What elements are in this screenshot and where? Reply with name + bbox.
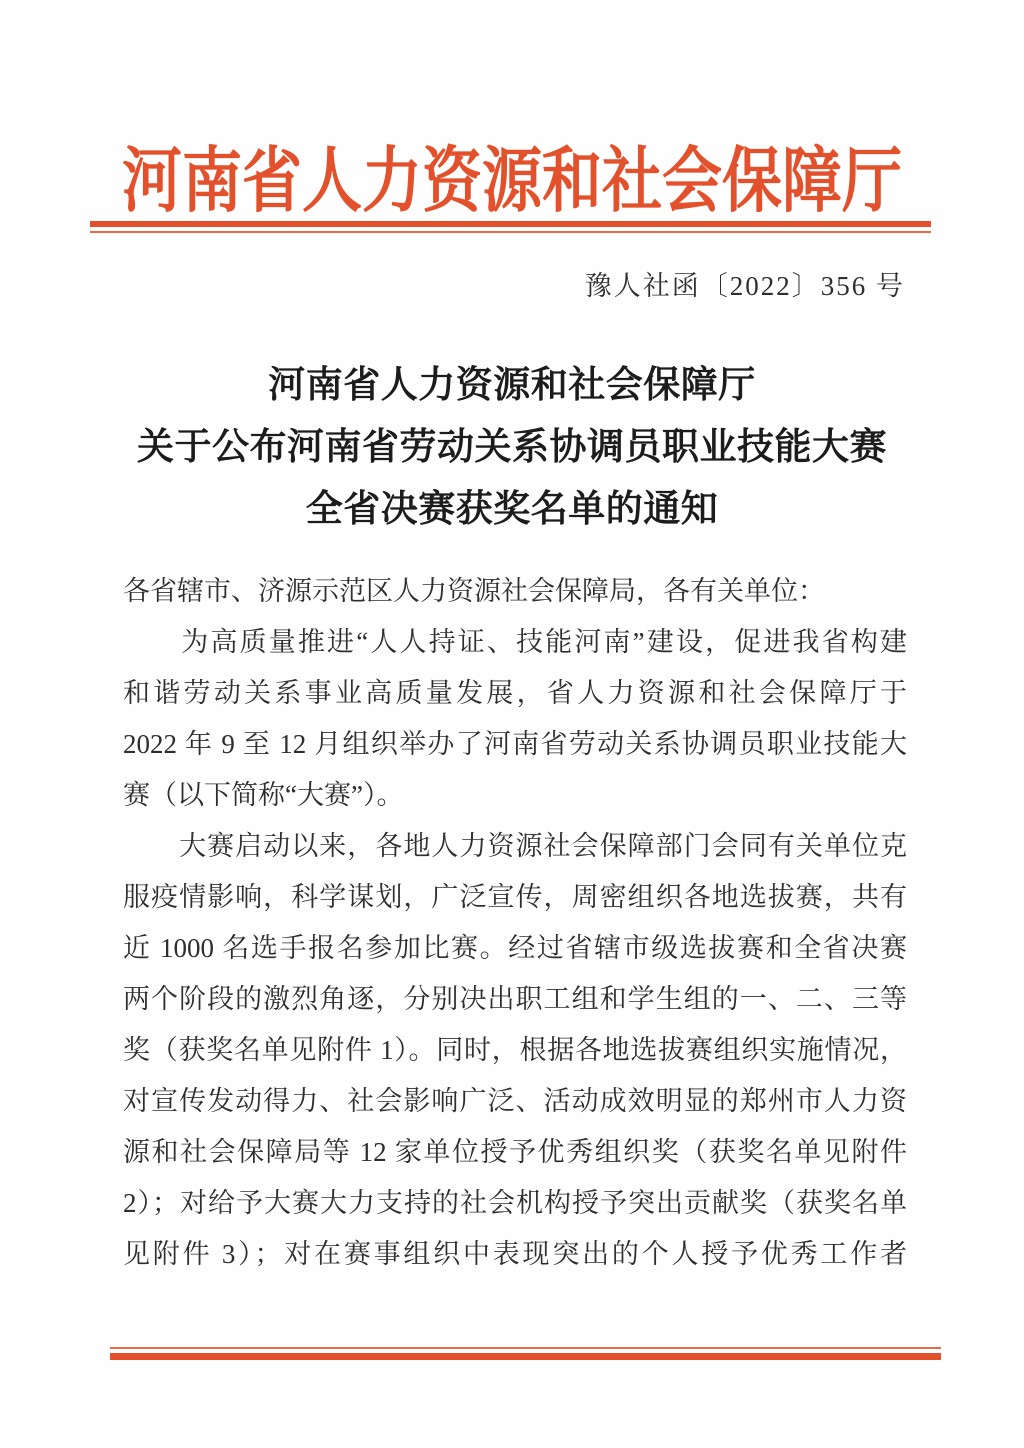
header-divider-thick xyxy=(90,221,931,227)
body-line: 2022 年 9 至 12 月组织举办了河南省劳动关系协调员职业技能大 xyxy=(123,729,907,759)
agency-masthead: 河南省人力资源和社会保障厅 xyxy=(122,142,902,221)
body-line: 近 1000 名选手报名参加比赛。经过省辖市级选拔赛和全省决赛 xyxy=(123,933,907,963)
document-body xyxy=(123,566,907,1280)
body-line: 奖（获奖名单见附件 1）。同时，根据各地选拔赛组织实施情况， xyxy=(123,1035,907,1065)
body-line-salutation: 各省辖市、济源示范区人力资源社会保障局，各有关单位： xyxy=(123,576,825,606)
doc-number: 豫人社函〔2022〕356 号 xyxy=(584,271,905,301)
body-line: 2）；对给予大赛大力支持的社会机构授予突出贡献奖（获奖名单 xyxy=(123,1188,907,1218)
body-line: 赛（以下简称“大赛”）。 xyxy=(123,780,404,810)
body-line: 大赛启动以来，各地人力资源社会保障部门会同有关单位克 xyxy=(123,831,907,861)
footer-divider-thin xyxy=(110,1347,941,1349)
body-line: 两个阶段的激烈角逐，分别决出职工组和学生组的一、二、三等 xyxy=(123,984,907,1014)
title-line: 河南省人力资源和社会保障厅 xyxy=(268,365,756,406)
body-line: 为高质量推进“人人持证、技能河南”建设，促进我省构建 xyxy=(123,627,907,657)
title-line: 关于公布河南省劳动关系协调员职业技能大赛 xyxy=(137,427,887,468)
document-title xyxy=(0,355,1024,541)
header-divider-thin xyxy=(90,231,931,233)
footer-divider-thick xyxy=(110,1353,941,1360)
body-line: 源和社会保障局等 12 家单位授予优秀组织奖（获奖名单见附件 xyxy=(123,1137,907,1167)
body-line: 和谐劳动关系事业高质量发展，省人力资源和社会保障厅于 xyxy=(123,678,907,708)
body-line: 对宣传发动得力、社会影响广泛、活动成效明显的郑州市人力资 xyxy=(123,1086,907,1116)
body-line: 服疫情影响，科学谋划，广泛宣传，周密组织各地选拔赛，共有 xyxy=(123,882,907,912)
title-line: 全省决赛获奖名单的通知 xyxy=(305,489,719,530)
body-line: 见附件 3）；对在赛事组织中表现突出的个人授予优秀工作者 xyxy=(123,1239,907,1269)
